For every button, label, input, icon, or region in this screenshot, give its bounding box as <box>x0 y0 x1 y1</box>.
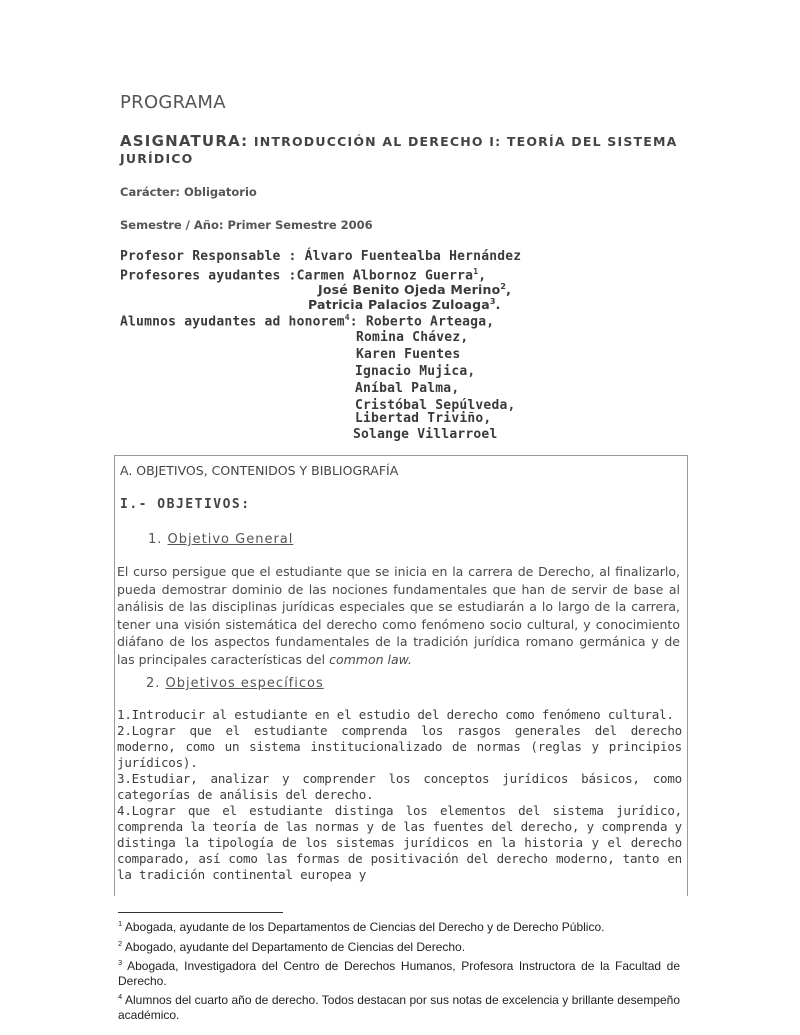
general-objective-heading <box>148 532 293 547</box>
specific-objectives-heading <box>146 676 324 691</box>
assistants-label: Profesores ayudantes :Carmen Albornoz Guerra <box>120 268 474 284</box>
student-assistant-7: Solange Villarroel <box>353 427 498 442</box>
list-item: 4.Lograr que el estudiante distinga los elementos del sistema jurídico, comprenda la teoría de las normas y de las fuentes del derecho, y comprenda y distinga la tipología de los sistemas jurídicos en la historia y el derecho comparado, así como las formas de positivación del derecho moderno, tanto en la tradición continental europea y <box>117 803 682 882</box>
footnote-number: 2 <box>118 938 123 948</box>
general-objective-title: Objetivo General <box>167 532 294 547</box>
course-title-line1: INTRODUCCIÓN AL DERECHO I: TEORÍA DEL SISTEMA <box>253 134 678 149</box>
page-heading: PROGRAMA <box>120 92 226 113</box>
assistant-2: José Benito Ojeda Merino$^2$, <box>318 282 512 298</box>
course-title-line2: JURÍDICO <box>120 151 194 166</box>
student-assistant-5: Cristóbal Sepúlveda, <box>355 398 516 413</box>
footnote-number: 1 <box>118 919 123 928</box>
student-assistant-1: Romina Chávez, <box>356 330 469 345</box>
student-assistant-0: : Roberto Arteaga, <box>349 314 495 330</box>
assistant-3-name: Patricia Palacios Zuloaga <box>308 297 490 313</box>
specific-objectives-list <box>117 707 682 883</box>
footnote-ref-2: 2 <box>500 282 507 291</box>
footnote-number: 3 <box>118 958 123 967</box>
assistant-3: Patricia Palacios Zuloaga$^3$. <box>308 297 501 313</box>
student-assistant-2: Karen Fuentes <box>356 347 461 362</box>
footnote-text: Abogado, ayudante del Departamento de Ciencias del Derecho. <box>124 939 466 954</box>
list-item: 2.Lograr que el estudiante comprenda los rasgos generales del derecho moderno, como un sistema institucionalizado de normas (reglas y principios jurídicos). <box>117 723 682 770</box>
list-item: 3.Estudiar, analizar y comprender los conceptos jurídicos básicos, como categorías de análisis del derecho. <box>117 771 682 802</box>
footnote-rule <box>118 912 283 913</box>
assistant-professors: Profesores ayudantes :Carmen Albornoz Guerra$^1$, <box>120 267 487 284</box>
list-item: 1.Introducir al estudiante en el estudio del derecho como fenómeno cultural. <box>117 707 674 722</box>
footnote-number: 4 <box>118 992 123 1001</box>
student-assistants <box>120 313 494 329</box>
general-objective-text <box>117 563 680 668</box>
course-character: Carácter: Obligatorio <box>120 185 257 199</box>
objectives-heading: I.- OBJETIVOS: <box>120 497 251 512</box>
common-law-term: common law. <box>329 651 413 667</box>
assistant-2-name: José Benito Ojeda Merino <box>318 282 501 298</box>
footnote-ref-4: 4 <box>344 313 350 322</box>
course-label: ASIGNATURA: <box>120 132 249 150</box>
footnote-1 <box>118 917 680 935</box>
professor-responsible: Profesor Responsable : Álvaro Fuentealba Hernández <box>120 249 522 264</box>
specific-objectives-number: 2. <box>146 676 161 691</box>
general-objective-number: 1. <box>148 532 163 547</box>
footnote-2 <box>118 937 680 955</box>
footnote-3 <box>118 956 680 988</box>
footnote-text: Abogada, ayudante de los Departamentos de Ciencias del Derecho y de Derecho Público. <box>124 920 605 934</box>
section-a-heading: A. OBJETIVOS, CONTENIDOS Y BIBLIOGRAFÍA <box>120 463 399 478</box>
footnote-ref-1: 1 <box>473 267 479 276</box>
general-objective-body: El curso persigue que el estudiante que se inicia en la carrera de Derecho, al finalizarlo, pueda demostrar dominio de las nociones fundamentales que han de servir de base al análisis de las disciplinas jurídicas especiales que se estudiarán a lo largo de la carrera, tener una visión sistemática del derecho como fenómeno socio cultural, y conocimiento diáfano de los aspectos fundamentales de la tradición jurídica romano germánica y de las principales características del <box>117 564 680 667</box>
course-semester: Semestre / Año: Primer Semestre 2006 <box>120 218 373 232</box>
student-assistant-6: Libertad Triviño, <box>355 411 492 426</box>
footnote-text: Abogada, Investigadora del Centro de Derechos Humanos, Profesora Instructora de la Facultad de Derecho. <box>118 959 681 988</box>
footnote-4 <box>118 990 680 1022</box>
student-assistants-label: Alumnos ayudantes ad honorem <box>120 314 345 330</box>
footnotes <box>118 917 680 1024</box>
specific-objectives-title: Objetivos específicos <box>165 676 324 691</box>
footnote-text: Alumnos del cuarto año de derecho. Todos destacan por sus notas de excelencia y brillante desempeño académico. <box>118 993 681 1022</box>
student-assistant-4: Aníbal Palma, <box>355 381 460 396</box>
course-title <box>120 133 678 167</box>
footnote-ref-3: 3 <box>489 297 496 306</box>
student-assistant-3: Ignacio Mujica, <box>355 364 476 379</box>
